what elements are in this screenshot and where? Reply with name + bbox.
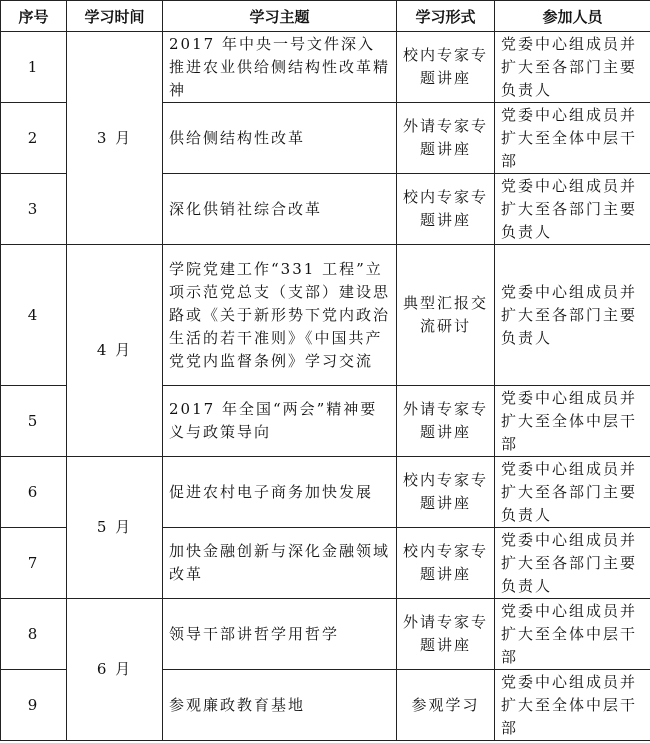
row-number: 1	[1, 32, 67, 103]
topic-cell: 加快金融创新与深化金融领域改革	[163, 528, 397, 599]
people-cell: 党委中心组成员并扩大至各部门主要负责人	[495, 32, 650, 103]
people-cell: 党委中心组成员并扩大至各部门主要负责人	[495, 174, 650, 245]
row-number: 4	[1, 245, 67, 386]
form-cell: 校内专家专题讲座	[397, 528, 495, 599]
table-row	[1, 599, 650, 670]
month-cell: 4 月	[67, 245, 163, 457]
header-topic: 学习主题	[163, 1, 397, 32]
table-row	[1, 32, 650, 103]
people-cell: 党委中心组成员并扩大至各部门主要负责人	[495, 528, 650, 599]
people-cell: 党委中心组成员并扩大至各部门主要负责人	[495, 457, 650, 528]
month-cell: 5 月	[67, 457, 163, 599]
people-cell: 党委中心组成员并扩大至全体中层干部	[495, 386, 650, 457]
topic-cell: 供给侧结构性改革	[163, 103, 397, 174]
form-cell: 外请专家专题讲座	[397, 386, 495, 457]
form-cell: 校内专家专题讲座	[397, 32, 495, 103]
month-cell: 3 月	[67, 32, 163, 245]
topic-cell: 2017 年中央一号文件深入推进农业供给侧结构性改革精神	[163, 32, 397, 103]
form-cell: 典型汇报交流研讨	[397, 245, 495, 386]
people-cell: 党委中心组成员并扩大至全体中层干部	[495, 599, 650, 670]
header-no: 序号	[1, 1, 67, 32]
header-people: 参加人员	[495, 1, 650, 32]
people-cell: 党委中心组成员并扩大至全体中层干部	[495, 103, 650, 174]
form-cell: 参观学习	[397, 670, 495, 741]
topic-cell: 深化供销社综合改革	[163, 174, 397, 245]
topic-cell: 学院党建工作“331 工程”立项示范党总支（支部）建设思路或《关于新形势下党内政治生活的若干准则》《中国共产党党内监督条例》学习交流	[163, 245, 397, 386]
topic-cell: 2017 年全国“两会”精神要义与政策导向	[163, 386, 397, 457]
topic-cell: 促进农村电子商务加快发展	[163, 457, 397, 528]
table-row	[1, 245, 650, 386]
form-cell: 校内专家专题讲座	[397, 174, 495, 245]
month-cell: 6 月	[67, 599, 163, 741]
form-cell: 外请专家专题讲座	[397, 103, 495, 174]
header-form: 学习形式	[397, 1, 495, 32]
row-number: 5	[1, 386, 67, 457]
row-number: 9	[1, 670, 67, 741]
people-cell: 党委中心组成员并扩大至各部门主要负责人	[495, 245, 650, 386]
row-number: 6	[1, 457, 67, 528]
form-cell: 校内专家专题讲座	[397, 457, 495, 528]
header-row	[1, 1, 650, 32]
topic-cell: 参观廉政教育基地	[163, 670, 397, 741]
people-cell: 党委中心组成员并扩大至全体中层干部	[495, 670, 650, 741]
table-row	[1, 457, 650, 528]
header-time: 学习时间	[67, 1, 163, 32]
row-number: 8	[1, 599, 67, 670]
form-cell: 外请专家专题讲座	[397, 599, 495, 670]
topic-cell: 领导干部讲哲学用哲学	[163, 599, 397, 670]
row-number: 2	[1, 103, 67, 174]
row-number: 7	[1, 528, 67, 599]
row-number: 3	[1, 174, 67, 245]
